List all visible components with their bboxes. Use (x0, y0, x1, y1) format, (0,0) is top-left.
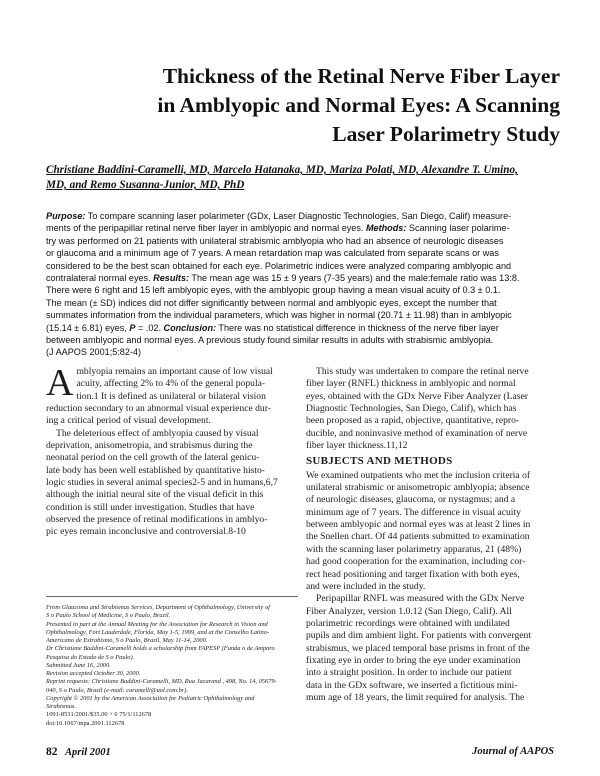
results-label: Results: (153, 273, 190, 284)
body-paragraph: This study was undertaken to compare the retinal nerve fiber layer (RNFL) thickness in amblyopic and normal eyes, obtained with the GDx Nerve Fiber Analyzer (Laser Diagnostic Technologies, San Diego, Calif), which has been proposed as a rapid, objective, quantitative, repro- ducible, and noninvasive method of examination of nerve fiber layer thickness.11,12 (306, 366, 529, 452)
methods-label: Methods: (365, 223, 407, 234)
abstract-line: ments of the peripapillar retinal nerve fiber layer in amblyopic and normal eyes. Methods: Scanning laser polarime- (46, 223, 510, 234)
body-column-left (46, 362, 298, 539)
footnote-line: Strabismus. (46, 703, 77, 710)
abstract-line: The mean (± SD) indices did not differ significantly between normal and amblyopic eyes, except the number that (46, 297, 497, 308)
author-list (46, 163, 558, 193)
footnote-line: Ophthalmology, Fort Lauderdale, Florida, May 1-5, 1999, and at the Conselho Latino- (46, 628, 270, 636)
footnote-line: 040, S o Paulo, Brazil (e-mail: caramelli@uol.com.br). (46, 686, 189, 694)
author-line: Christiane Baddini-Caramelli, MD, Marcelo Hatanaka, MD, Mariza Polati, MD, Alexandre T. Umino, (46, 164, 518, 176)
title-line: Laser Polarimetry Study (332, 122, 560, 146)
body-column-right (306, 366, 558, 704)
purpose-label: Purpose: (46, 211, 86, 221)
journal-name: Journal of AAPOS (472, 746, 554, 757)
footnote-line: From Glaucoma and Strabismus Services, Department of Ophthalmology, University of (46, 604, 270, 611)
footnote-line: Americano de Estrabismo, S o Paulo, Brazil, May 11-14, 2000. (46, 637, 208, 644)
drop-cap: A (46, 362, 74, 404)
conclusion-label: Conclusion: (163, 322, 217, 333)
footnote-line: doi:10.1067/mpa.2001.112678 (46, 719, 125, 727)
body-paragraph: We examined outpatients who met the inclusion criteria of unilateral strabismic or anisometropic amblyopia; absence of neurologic diseases, glaucoma, or nystagmus; and a minimum age of 7 years. The difference in visual acuity between amblyopic and normal eyes was at least 2 lines in the Snellen chart. Of 44 patients submitted to examination with the scanning laser polarimetry apparatus, 21 (48%) had good cooperation for the examination, including cor- rect head positioning and target fixation with both eyes, and were included in the study. (306, 469, 531, 592)
footnote-line: Copyright © 2001 by the American Association for Pediatric Ophthalmology and (46, 694, 255, 702)
footnote-line: Pesquisa do Estado de S o Paulo). (46, 653, 135, 661)
title-line: Thickness of the Retinal Nerve Fiber Layer (162, 64, 560, 88)
abstract-line: between amblyopic and normal eyes. A previous study found similar results in adults with strabismic amblyopia. (46, 335, 494, 346)
abstract (46, 210, 558, 359)
issue-date: April 2001 (65, 747, 111, 758)
footnote-line: Revision accepted October 30, 2000. (46, 670, 141, 677)
abstract-line: (J AAPOS 2001;5:82-4) (46, 347, 142, 358)
footnote-line: S o Paulo School of Medicine, S o Paulo, Brazil. (46, 612, 171, 620)
body-paragraph: The deleterious effect of amblyopia caused by visual deprivation, anisometropia, and strabismus during the neonatal period on the cell growth of the lateral genicu- late body has been well established by quantitative histo- logic studies in several animal species2-5 and in humans,6,7 although the initial neural site of the visual deficit in this condition is still under investigation. Studies that have observed the presence of retinal modifications in amblyo- pic eyes remain inconclusive and controversial.8-10 (46, 427, 278, 538)
page-number: 82 (46, 746, 58, 758)
footnote-line: Dr Christiane Baddini-Caramelli holds a scholarship from FAPESP (Funda o de Amparo (46, 645, 275, 653)
body-paragraph: Peripapillar RNFL was measured with the GDx Nerve Fiber Analyzer, version 1.0.12 (San Diego, Calif). All polarimetric recordings were obtained with undilated pupils and dim ambient light. For patients with convergent strabismus, we placed temporal base prisms in front of the fixating eye in order to bring the eye under examination into a straight position. In order to include our patient data in the GDx software, we inserted a fictitious mini- mum age of 18 years, the limit required for analysis. The (306, 593, 531, 703)
footnote-line: Reprint requests: Christiane Baddini-Caramelli, MD, Rua Jacarand , 498, No. 14, 05679- (46, 678, 277, 686)
abstract-line: summates information from the individual parameters, which was higher in normal (20.71 ± 11.98) than in amblyopic (46, 310, 512, 321)
abstract-line: try was performed on 21 patients with unilateral strabismic amblyopia who had an absence of neurologic diseases (46, 235, 504, 246)
intro-paragraph: A mblyopia remains an important cause of low visual acuity, affecting 2% to 4% of the general popula- tion.1 It is defined as unilateral or bilateral vision reduction secondary to an abnormal visual experience dur- ing a critical period of visual development. (46, 362, 273, 427)
abstract-line: considered to be the best scan obtained for each eye. Polarimetric indices were analyzed comparing amblyopic and (46, 260, 512, 271)
abstract-line: Purpose: To compare scanning laser polarimeter (GDx, Laser Diagnostic Technologies, San Diego, Calif) measure- (46, 211, 512, 221)
footnote-divider (46, 596, 298, 597)
abstract-line: (15.14 ± 6.81) eyes, P = .02. Conclusion: There was no statistical difference in thickness of the nerve fiber layer (46, 322, 499, 333)
article-title (40, 62, 560, 149)
title-line: in Amblyopic and Normal Eyes: A Scanning (157, 93, 560, 117)
footnote-line: 1091-8531/2001/$35.00 + 0 75/1/112678 (46, 711, 152, 719)
abstract-line: contralateral normal eyes. Results: The mean age was 15 ± 9 years (7-35 years) and the male:female ratio was 13:8. (46, 273, 520, 284)
section-heading: SUBJECTS AND METHODS (306, 455, 453, 468)
author-line: MD, and Remo Susanna-Junior, MD, PhD (46, 179, 245, 191)
page-footer-left (46, 746, 111, 758)
footnote-line: Submitted June 16, 2000. (46, 661, 111, 669)
abstract-line: or glaucoma and a minimum age of 7 years. A mean retardation map was calculated from separate scans or was (46, 248, 499, 259)
footnote-line: Presented in part at the Annual Meeting for the Association for Research in Vision and (46, 620, 268, 628)
abstract-line: There were 6 right and 15 left amblyopic eyes, with the amblyopic group having a mean visual acuity of 0.3 ± 0.1. (46, 285, 501, 296)
footnotes (46, 604, 298, 728)
